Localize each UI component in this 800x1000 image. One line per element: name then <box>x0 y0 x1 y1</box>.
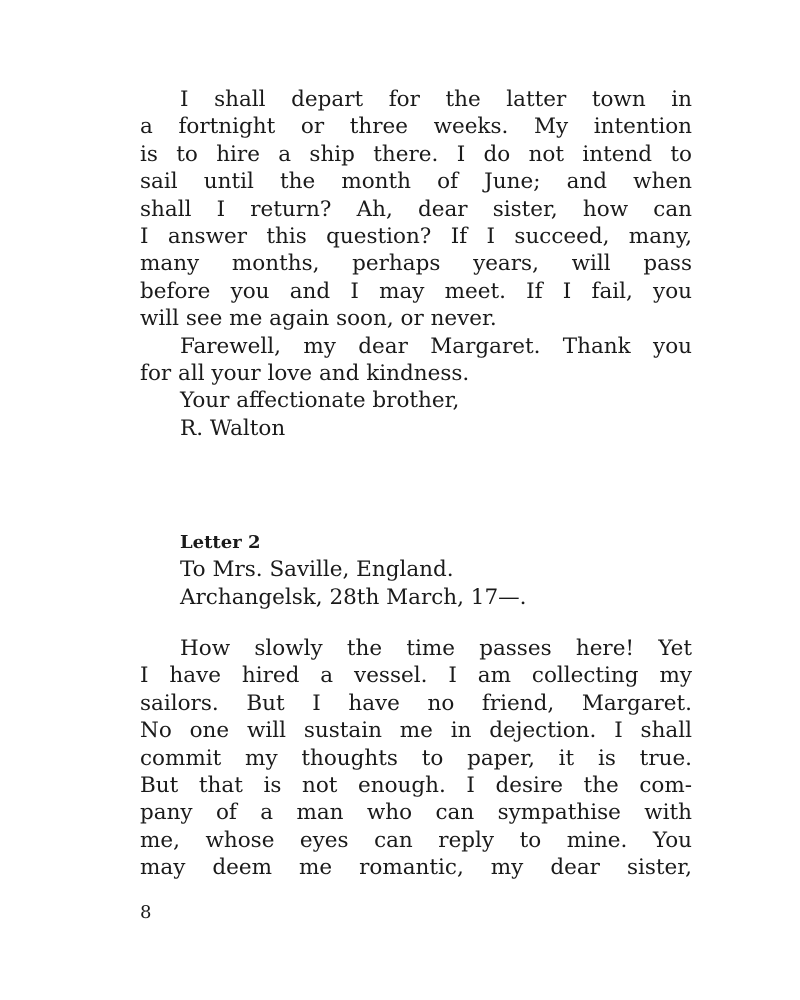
text-line: sail until the month of June; and when <box>140 169 692 195</box>
text-line: is to hire a ship there. I do not intend to <box>140 141 692 167</box>
letter2-header <box>180 530 527 612</box>
text-line: a fortnight or three weeks. My intention <box>140 114 692 140</box>
salutation: Your affectionate brother, <box>180 388 460 414</box>
text-line: will see me again soon, or never. <box>140 306 497 332</box>
paragraph-2 <box>140 333 692 388</box>
text-line: I shall depart for the latter town in <box>180 87 692 112</box>
paragraph-1 <box>140 86 692 333</box>
letter1-ending <box>140 86 692 442</box>
text-line: Farewell, my dear Margaret. Thank you <box>180 333 692 359</box>
recipient-line: To Mrs. Saville, England. <box>180 557 454 582</box>
place-date-line: Archangelsk, 28th March, 17—. <box>180 585 527 610</box>
text-line: for all your love and kindness. <box>140 360 470 386</box>
paragraph-3 <box>140 635 692 882</box>
signature: R. Walton <box>180 415 286 441</box>
text-line: before you and I may meet. If I fail, you <box>140 278 692 304</box>
letter-heading: Letter 2 <box>180 532 261 553</box>
text-line: shall I return? Ah, dear sister, how can <box>140 196 692 222</box>
text-line: I answer this question? If I succeed, many, <box>140 223 692 249</box>
text-line: pany of a man who can sympathise with <box>140 800 692 826</box>
text-line: commit my thoughts to paper, it is true. <box>140 745 692 771</box>
text-line: No one will sustain me in dejection. I shall <box>140 718 692 744</box>
text-line: may deem me romantic, my dear sister, <box>140 855 692 881</box>
text-line: I have hired a vessel. I am collecting my <box>140 663 692 689</box>
text-line: sailors. But I have no friend, Margaret. <box>140 690 692 716</box>
text-line: But that is not enough. I desire the com- <box>140 772 692 798</box>
page-number: 8 <box>140 902 152 923</box>
text-line: How slowly the time passes here! Yet <box>180 636 692 661</box>
text-line: me, whose eyes can reply to mine. You <box>140 827 692 853</box>
text-line: many months, perhaps years, will pass <box>140 251 692 277</box>
closing <box>140 387 692 442</box>
